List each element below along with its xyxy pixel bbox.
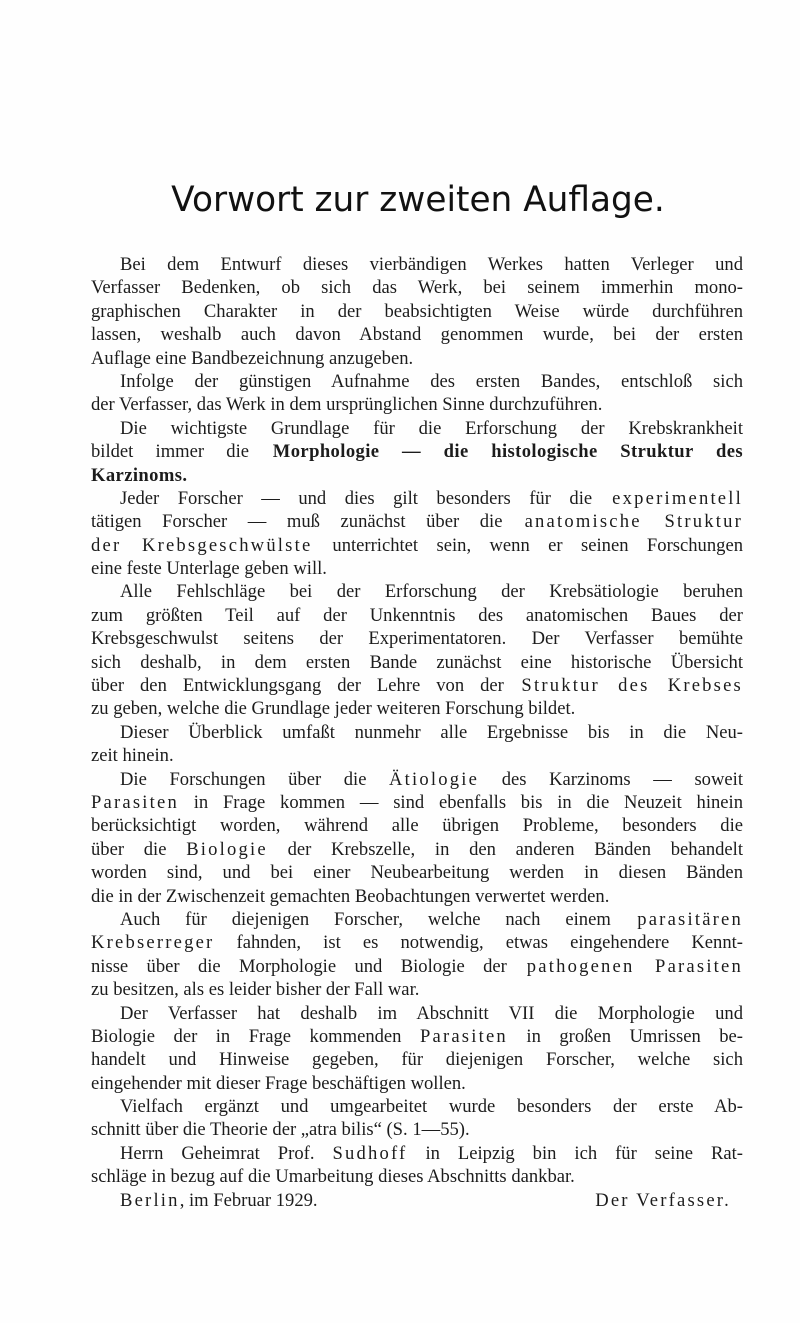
spaced-text-run: der Krebsgeschwülste [91,534,313,556]
preface-text [91,253,743,1212]
spaced-text-run: Parasiten [419,1025,508,1047]
text-run: in Leipzig bin ich für seine Rat- [407,1142,743,1164]
text-line [91,651,743,674]
text-run: fahnden, ist es notwendig, etwas eingehendere Kennt- [214,932,743,954]
text-run: worden sind, und bei einer Neubearbeitung werden in diesen Bänden [91,862,743,884]
text-run: Biologie der in Frage kommenden [91,1025,420,1047]
text-line [91,253,743,276]
text-run: über den Entwicklungsgang der Lehre von der [91,675,520,697]
text-line [91,1142,743,1165]
text-run: der Verfasser, das Werk in dem ursprünglichen Sinne durchzuführen. [91,394,603,416]
text-line [91,370,743,393]
text-run: Herrn Geheimrat Prof. [120,1142,333,1164]
text-run: Auflage eine Bandbezeichnung anzugeben. [91,347,414,369]
text-run: eine feste Unterlage geben will. [91,558,327,580]
text-line [91,768,743,791]
text-line [91,721,743,744]
page-title: Vorwort zur zweiten Auflage. [171,180,665,220]
spaced-text-run: parasitären [637,908,743,930]
text-run: berücksichtigt worden, während alle übrigen Probleme, besonders die [91,815,743,837]
text-line [91,1072,743,1095]
spaced-text-run: Sudhoff [332,1142,408,1164]
date-line [120,1189,318,1212]
text-line [91,814,743,837]
text-line [91,861,743,884]
text-line [91,347,743,370]
text-run: eingehender mit dieser Frage beschäftigen wollen. [91,1072,466,1094]
spaced-text-run: Parasiten [91,791,179,813]
text-run: lassen, weshalb auch davon Abstand genommen wurde, bei der ersten [91,324,743,346]
text-run: zeit hinein. [91,745,174,767]
text-line [91,1095,743,1118]
text-run: Bei dem Entwurf dieses vierbändigen Werkes hatten Verleger und [120,254,743,275]
text-run: schnitt über die Theorie der „atra bilis“ (S. 1—55). [91,1119,470,1141]
text-run: über die [91,838,187,860]
text-line [91,908,743,931]
text-run: die in der Zwischenzeit gemachten Beobachtungen verwertet werden. [91,885,610,907]
text-line [91,604,743,627]
text-line [91,838,743,861]
text-run: Infolge der günstigen Aufnahme des ersten Bandes, entschloß sich [120,370,743,392]
text-run: Die Forschungen über die [120,768,390,790]
text-run: graphischen Charakter in der beabsichtigten Weise würde durchführen [91,300,743,322]
text-line [91,464,743,487]
text-line [91,487,743,510]
date: , im Februar 1929. [179,1189,318,1211]
text-line [91,885,743,908]
text-run: Auch für diejenigen Forscher, welche nach einem [120,908,636,930]
text-run: des Karzinoms — soweit [479,768,743,790]
text-line [91,417,743,440]
text-line [91,323,743,346]
text-run: sich deshalb, in dem ersten Bande zunächst eine historische Übersicht [91,651,743,673]
closing-line [91,1189,743,1212]
text-line [91,300,743,323]
text-line [91,393,743,416]
text-line [91,510,743,533]
text-line [91,627,743,650]
text-line [91,1025,743,1048]
text-run: Die wichtigste Grundlage für die Erforschung der Krebskrankheit [120,417,743,439]
text-run: nisse über die Morphologie und Biologie der [91,955,526,977]
text-run: schläge in bezug auf die Umarbeitung dieses Abschnitts dankbar. [91,1166,575,1188]
text-run: Alle Fehlschläge bei der Erforschung der Krebsätiologie beruhen [120,581,743,603]
text-line [91,697,743,720]
text-run: Jeder Forscher — und dies gilt besonders für die [120,487,611,509]
spaced-text-run: Krebserreger [91,932,215,954]
text-line [91,276,743,299]
text-line [91,931,743,954]
text-run: Verfasser Bedenken, ob sich das Werk, bei seinem immerhin mono- [91,277,743,299]
signature: Der Verfasser. [595,1189,731,1211]
text-line [91,1165,743,1188]
text-run: der Krebszelle, in den anderen Bänden behandelt [267,838,743,860]
text-run: tätigen Forscher — muß zunächst über die [91,511,523,533]
text-run: Krebsgeschwulst seitens der Experimentatoren. Der Verfasser bemühte [91,628,743,650]
text-run: Vielfach ergänzt und umgearbeitet wurde besonders der erste Ab- [120,1096,743,1118]
text-line [91,1002,743,1025]
spaced-text-run: Struktur des Krebses [521,675,743,697]
text-line [91,1118,743,1141]
text-line [91,440,743,463]
text-line [91,1048,743,1071]
spaced-text-run: Biologie [186,838,268,860]
text-run: zu geben, welche die Grundlage jeder weiteren Forschung bildet. [91,698,576,720]
spaced-text-run: pathogenen Parasiten [526,955,744,977]
text-line [91,674,743,697]
spaced-text-run: anatomische Struktur [524,511,743,533]
place: Berlin [120,1189,180,1211]
text-run: handelt und Hinweise gegeben, für diejenigen Forscher, welche sich [91,1049,743,1071]
spaced-text-run: Ätiologie [389,768,480,790]
text-run: zum größten Teil auf der Unkenntnis des anatomischen Baues der [91,604,743,626]
text-line [91,791,743,814]
text-run: unterrichtet sein, wenn er seinen Forschungen [314,534,743,556]
text-run: zu besitzen, als es leider bisher der Fall war. [91,979,420,1001]
spaced-text-run: experimentell [612,487,743,509]
text-line [91,557,743,580]
text-line [91,580,743,603]
bold-text-run: Morphologie — die histologische Struktur des [272,441,743,463]
text-line [91,744,743,767]
text-run: in großen Umrissen be- [507,1025,743,1047]
text-run: Dieser Überblick umfaßt nunmehr alle Ergebnisse bis in die Neu- [120,721,743,743]
text-line [91,978,743,1001]
text-run: bildet immer die [91,441,272,463]
bold-text-run: Karzinoms. [91,464,188,486]
text-line [91,534,743,557]
text-run: Der Verfasser hat deshalb im Abschnitt VII die Morphologie und [120,1002,743,1024]
text-line [91,955,743,978]
text-run: in Frage kommen — sind ebenfalls bis in die Neuzeit hinein [178,791,743,813]
